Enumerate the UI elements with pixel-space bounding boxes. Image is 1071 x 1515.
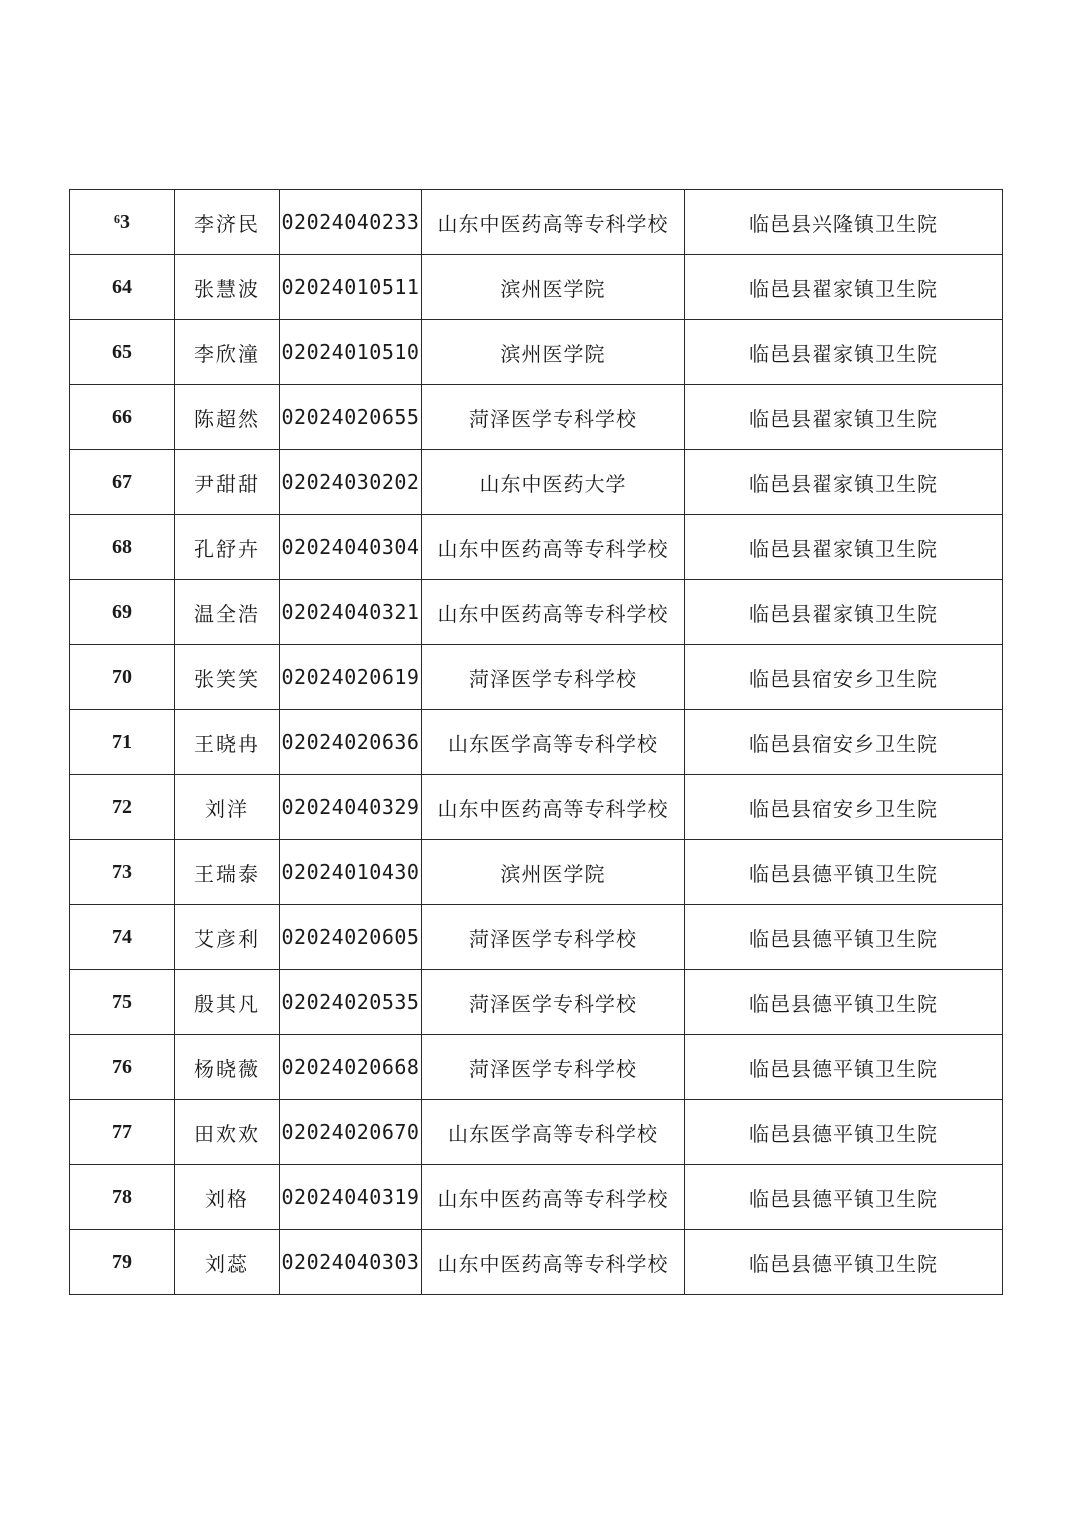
exam-id: 02024040303 [280, 1230, 422, 1295]
table-row [70, 645, 1003, 710]
exam-id: 02024020636 [280, 710, 422, 775]
row-number: 77 [70, 1100, 175, 1165]
person-name: 刘蕊 [175, 1230, 280, 1295]
assigned-unit: 临邑县宿安乡卫生院 [685, 775, 1003, 840]
assigned-unit: 临邑县翟家镇卫生院 [685, 515, 1003, 580]
row-number: 78 [70, 1165, 175, 1230]
table-row [70, 1100, 1003, 1165]
table-row [70, 905, 1003, 970]
row-number: 69 [70, 580, 175, 645]
table-row [70, 775, 1003, 840]
row-number: 70 [70, 645, 175, 710]
row-number: 71 [70, 710, 175, 775]
school-name: 山东中医药高等专科学校 [422, 515, 685, 580]
person-name: 孔舒卉 [175, 515, 280, 580]
school-name: 山东中医药大学 [422, 450, 685, 515]
assigned-unit: 临邑县德平镇卫生院 [685, 1230, 1003, 1295]
assigned-unit: 临邑县德平镇卫生院 [685, 905, 1003, 970]
school-name: 山东中医药高等专科学校 [422, 580, 685, 645]
person-name: 李济民 [175, 190, 280, 255]
exam-id: 02024020655 [280, 385, 422, 450]
school-name: 山东中医药高等专科学校 [422, 1230, 685, 1295]
person-name: 陈超然 [175, 385, 280, 450]
exam-id: 02024040304 [280, 515, 422, 580]
school-name: 滨州医学院 [422, 840, 685, 905]
exam-id: 02024020668 [280, 1035, 422, 1100]
row-number: 73 [70, 840, 175, 905]
school-name: 山东医学高等专科学校 [422, 710, 685, 775]
row-number: 74 [70, 905, 175, 970]
school-name: 山东中医药高等专科学校 [422, 775, 685, 840]
school-name: 山东中医药高等专科学校 [422, 1165, 685, 1230]
exam-id: 02024020619 [280, 645, 422, 710]
row-number: 68 [70, 515, 175, 580]
assigned-unit: 临邑县德平镇卫生院 [685, 840, 1003, 905]
exam-id: 02024020605 [280, 905, 422, 970]
person-name: 王瑞泰 [175, 840, 280, 905]
assigned-unit: 临邑县德平镇卫生院 [685, 1100, 1003, 1165]
assigned-unit: 临邑县德平镇卫生院 [685, 970, 1003, 1035]
exam-id: 02024010510 [280, 320, 422, 385]
exam-id: 02024040321 [280, 580, 422, 645]
school-name: 滨州医学院 [422, 255, 685, 320]
table-row [70, 385, 1003, 450]
row-number: 64 [70, 255, 175, 320]
assigned-unit: 临邑县翟家镇卫生院 [685, 255, 1003, 320]
row-number: 67 [70, 450, 175, 515]
exam-id: 02024010511 [280, 255, 422, 320]
school-name: 菏泽医学专科学校 [422, 385, 685, 450]
exam-id: 02024040233 [280, 190, 422, 255]
row-number: 79 [70, 1230, 175, 1295]
school-name: 菏泽医学专科学校 [422, 970, 685, 1035]
assigned-unit: 临邑县翟家镇卫生院 [685, 385, 1003, 450]
row-number: ⁶3 [70, 190, 175, 255]
person-name: 刘格 [175, 1165, 280, 1230]
person-name: 杨晓薇 [175, 1035, 280, 1100]
assigned-unit: 临邑县翟家镇卫生院 [685, 450, 1003, 515]
person-name: 殷其凡 [175, 970, 280, 1035]
person-name: 李欣潼 [175, 320, 280, 385]
assigned-unit: 临邑县翟家镇卫生院 [685, 580, 1003, 645]
person-name: 张慧波 [175, 255, 280, 320]
table-row [70, 1035, 1003, 1100]
assigned-unit: 临邑县兴隆镇卫生院 [685, 190, 1003, 255]
exam-id: 02024010430 [280, 840, 422, 905]
assigned-unit: 临邑县翟家镇卫生院 [685, 320, 1003, 385]
assigned-unit: 临邑县宿安乡卫生院 [685, 645, 1003, 710]
table-row [70, 320, 1003, 385]
table-row [70, 190, 1003, 255]
exam-id: 02024020535 [280, 970, 422, 1035]
person-name: 田欢欢 [175, 1100, 280, 1165]
table-row [70, 970, 1003, 1035]
table-row [70, 450, 1003, 515]
row-number: 72 [70, 775, 175, 840]
school-name: 山东医学高等专科学校 [422, 1100, 685, 1165]
table-row [70, 255, 1003, 320]
row-number: 65 [70, 320, 175, 385]
roster-table [69, 189, 1003, 1295]
assigned-unit: 临邑县德平镇卫生院 [685, 1035, 1003, 1100]
row-number: 66 [70, 385, 175, 450]
person-name: 张笑笑 [175, 645, 280, 710]
assigned-unit: 临邑县宿安乡卫生院 [685, 710, 1003, 775]
exam-id: 02024040319 [280, 1165, 422, 1230]
person-name: 尹甜甜 [175, 450, 280, 515]
exam-id: 02024020670 [280, 1100, 422, 1165]
school-name: 菏泽医学专科学校 [422, 905, 685, 970]
exam-id: 02024040329 [280, 775, 422, 840]
person-name: 温全浩 [175, 580, 280, 645]
person-name: 刘洋 [175, 775, 280, 840]
table-row [70, 1230, 1003, 1295]
school-name: 菏泽医学专科学校 [422, 1035, 685, 1100]
school-name: 山东中医药高等专科学校 [422, 190, 685, 255]
school-name: 滨州医学院 [422, 320, 685, 385]
school-name: 菏泽医学专科学校 [422, 645, 685, 710]
table-row [70, 515, 1003, 580]
assigned-unit: 临邑县德平镇卫生院 [685, 1165, 1003, 1230]
exam-id: 02024030202 [280, 450, 422, 515]
row-number: 75 [70, 970, 175, 1035]
person-name: 艾彦利 [175, 905, 280, 970]
table-row [70, 580, 1003, 645]
table-row [70, 1165, 1003, 1230]
roster-body [70, 190, 1003, 1295]
person-name: 王晓冉 [175, 710, 280, 775]
table-row [70, 840, 1003, 905]
row-number: 76 [70, 1035, 175, 1100]
table-row [70, 710, 1003, 775]
